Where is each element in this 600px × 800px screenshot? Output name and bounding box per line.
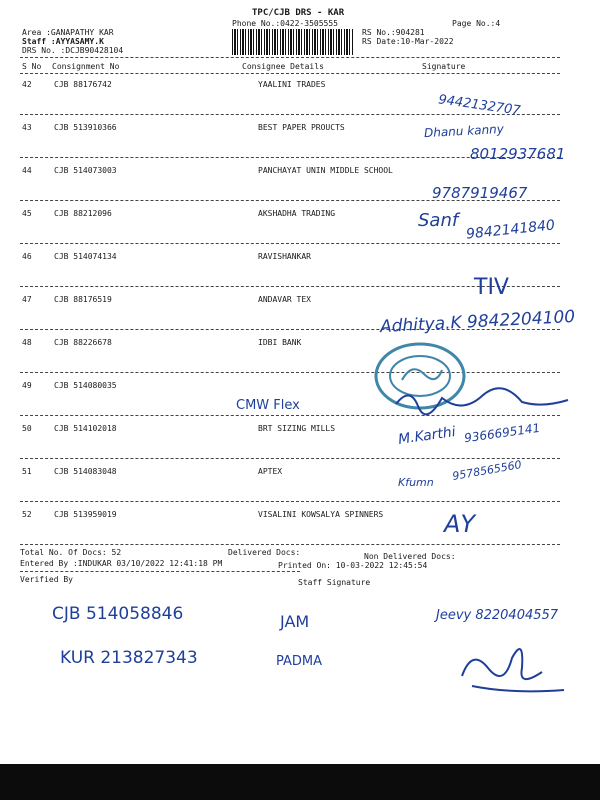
divider (20, 243, 560, 244)
row-consignment: CJB 514102018 (54, 424, 117, 433)
row-sno: 50 (22, 424, 32, 433)
divider (20, 73, 560, 74)
note-49: CMW Flex (236, 398, 300, 413)
verified-by: Verified By (20, 575, 73, 584)
handwritten-consignment-1: CJB 514058846 (52, 604, 184, 624)
column-header-signature: Signature (422, 62, 466, 71)
rs-date: RS Date:10-Mar-2022 (362, 37, 454, 46)
row-sno: 45 (22, 209, 32, 218)
column-header-consignment: Consignment No (52, 62, 120, 71)
scan-edge-shadow (0, 764, 600, 800)
row-consignee: IDBI BANK (258, 338, 302, 347)
divider (20, 501, 560, 502)
divider (20, 544, 560, 545)
row-sno: 52 (22, 510, 32, 519)
signature-47: TIV (474, 275, 509, 300)
divider (20, 372, 560, 373)
handwritten-contact: Jeevy 8220404557 (436, 608, 559, 623)
total-docs: Total No. Of Docs: 52 (20, 548, 122, 557)
printed-on: Printed On: 10-03-2022 12:45:54 (278, 561, 428, 570)
row-consignment: CJB 514080035 (54, 381, 117, 390)
signature-51: Kfumn (398, 476, 434, 489)
row-consignee: APTEX (258, 467, 283, 476)
table-row (0, 510, 600, 522)
document-title: TPC/CJB DRS - KAR (252, 8, 345, 18)
rs-number: RS No.:904281 (362, 28, 425, 37)
handwritten-name-1: JAM (280, 612, 310, 631)
column-header-consignee: Consignee Details (242, 62, 324, 71)
row-consignee: VISALINI KOWSALYA SPINNERS (258, 510, 384, 519)
signature-48: Adhitya.K 9842204100 (379, 306, 576, 338)
signature-scribble-49 (392, 384, 572, 418)
phone-number: Phone No.:0422-3505555 (232, 19, 338, 28)
signature-50-phone: 9366695141 (463, 420, 541, 446)
staff-signature-scribble (452, 628, 572, 696)
entered-by: Entered By :INDUKAR 03/10/2022 12:41:18 PM (20, 559, 223, 568)
row-consignee: AKSHADHA TRADING (258, 209, 336, 218)
drs-number: DRS No. :DCJB90428104 (22, 46, 124, 55)
table-row (0, 123, 600, 135)
page-number: Page No.:4 (452, 19, 501, 28)
handwritten-consignment-2: KUR 213827343 (60, 648, 198, 668)
row-sno: 43 (22, 123, 32, 132)
row-consignment: CJB 88176742 (54, 80, 112, 89)
signature-43: Dhanu kanny (423, 121, 505, 141)
row-sno: 51 (22, 467, 32, 476)
table-row (0, 295, 600, 307)
row-sno: 44 (22, 166, 32, 175)
row-consignee: BRT SIZING MILLS (258, 424, 336, 433)
row-sno: 46 (22, 252, 32, 261)
row-consignment: CJB 514073003 (54, 166, 117, 175)
row-consignee: PANCHAYAT UNIN MIDDLE SCHOOL (258, 166, 393, 175)
row-consignee: ANDAVAR TEX (258, 295, 311, 304)
row-consignee: YAALINI TRADES (258, 80, 326, 89)
signature-45-phone: 9842141840 (465, 217, 556, 243)
signature-45: Sanf (418, 210, 459, 231)
signature-50: M.Karthi (397, 424, 457, 448)
table-row (0, 209, 600, 221)
table-row (0, 166, 600, 178)
barcode (232, 29, 354, 55)
handwritten-name-2: PADMA (276, 654, 323, 669)
signature-42: 9442132707 (437, 92, 522, 119)
row-sno: 42 (22, 80, 32, 89)
row-consignee: RAVISHANKAR (258, 252, 311, 261)
signature-51-phone: 9578565560 (451, 458, 523, 483)
table-row (0, 80, 600, 92)
area-label: Area :GANAPATHY KAR (22, 28, 114, 37)
row-consignment: CJB 513910366 (54, 123, 117, 132)
row-consignment: CJB 88176519 (54, 295, 112, 304)
row-consignment: CJB 514074134 (54, 252, 117, 261)
divider (20, 458, 560, 459)
row-consignment: CJB 88212096 (54, 209, 112, 218)
signature-52: AY (444, 510, 476, 538)
divider (20, 57, 560, 58)
signature-44-phone: 9787919467 (432, 184, 528, 202)
row-consignee: BEST PAPER PROUCTS (258, 123, 345, 132)
row-consignment: CJB 513959019 (54, 510, 117, 519)
staff-label: Staff :AYYASAMY.K (22, 37, 104, 46)
delivered-docs: Delivered Docs: (228, 548, 301, 557)
signature-43-phone: 8012937681 (470, 145, 566, 163)
row-consignment: CJB 514083048 (54, 467, 117, 476)
row-consignment: CJB 88226678 (54, 338, 112, 347)
table-row (0, 252, 600, 264)
row-sno: 47 (22, 295, 32, 304)
divider (20, 571, 300, 572)
staff-signature-label: Staff Signature (298, 578, 371, 587)
column-header-sno: S No (22, 62, 42, 71)
table-row (0, 338, 600, 350)
row-sno: 48 (22, 338, 32, 347)
non-delivered-docs: Non Delivered Docs: (364, 552, 456, 561)
row-sno: 49 (22, 381, 32, 390)
divider (20, 114, 560, 115)
